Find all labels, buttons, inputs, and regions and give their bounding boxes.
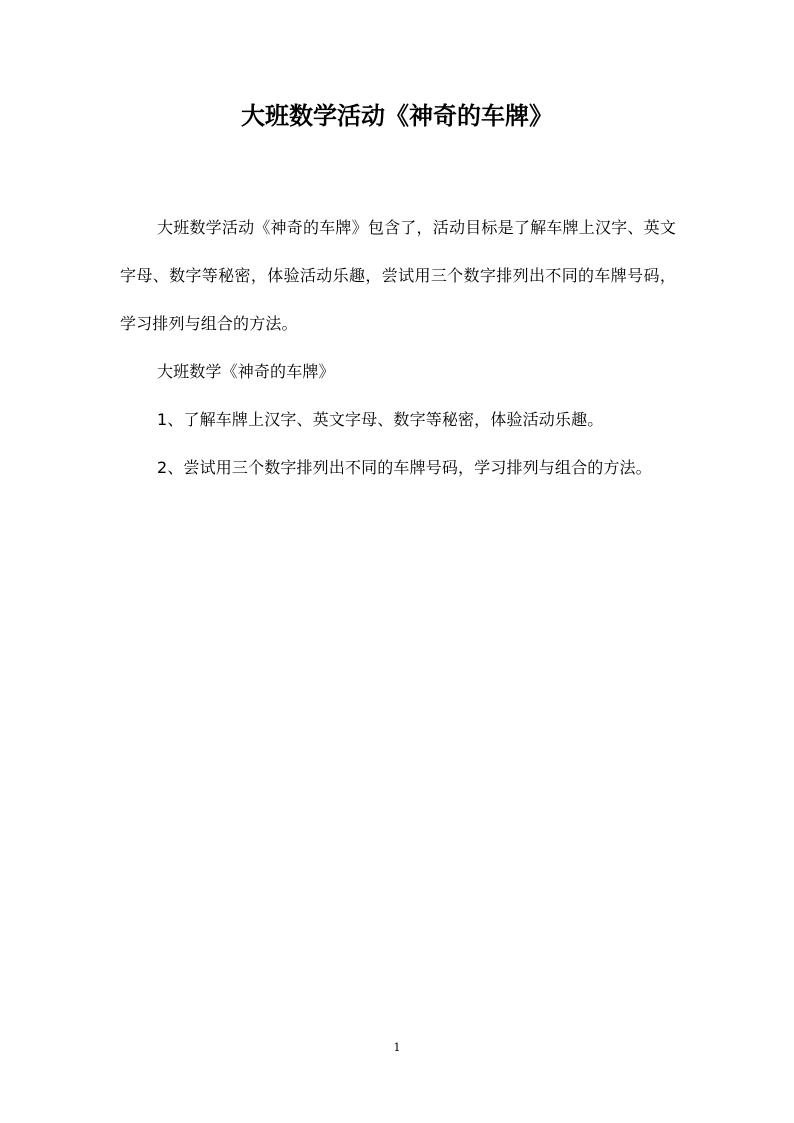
section-heading: 大班数学《神奇的车牌》 (157, 362, 335, 381)
page-number: 1 (393, 1041, 401, 1054)
document-body (120, 204, 676, 492)
objective-item-2: 2、尝试用三个数字排列出不同的车牌号码，学习排列与组合的方法。 (157, 458, 652, 477)
intro-paragraph: 大班数学活动《神奇的车牌》包含了，活动目标是了解车牌上汉字、英文字母、数字等秘密，体验活动乐趣，尝试用三个数字排列出不同的车牌号码，学习排列与组合的方法。 (120, 218, 676, 333)
document-title: 大班数学活动《神奇的车牌》 (241, 101, 553, 130)
objective-item-1: 1、了解车牌上汉字、英文字母、数字等秘密，体验活动乐趣。 (157, 410, 604, 429)
